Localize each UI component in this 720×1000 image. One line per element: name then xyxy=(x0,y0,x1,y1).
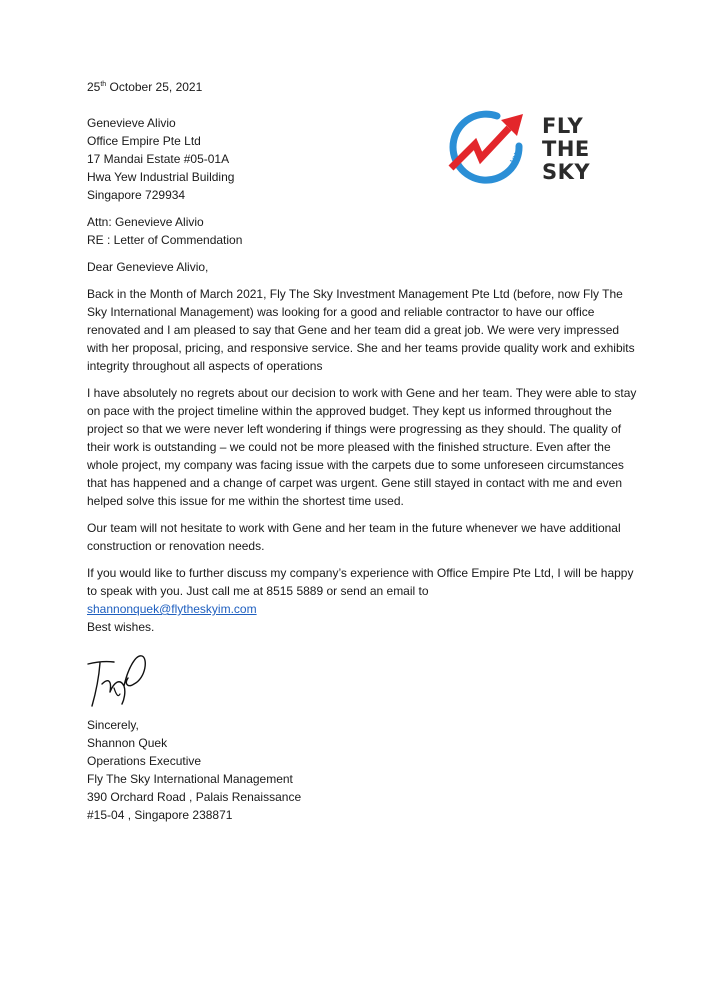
body-paragraph: I have absolutely no regrets about our decision to work with Gene and her team. They were able to stay on pace with the project timeline within the approved budget. They kept us informed throughout the project so that we were never left wondering if things were progressing as they should. The quality of their work is outstanding – we could not be more pleased with the finished structure. Even after the whole project, my company was facing issue with the carpets due to some unforeseen circumstances that has happened and a change of carpet was urgent. Gene still stayed in contact with me and even helped solve this issue for me within the shortest time used. xyxy=(87,386,637,508)
address-line: Genevieve Alivio xyxy=(87,116,176,130)
logo-line: SKY xyxy=(542,160,591,184)
date-day: 25 xyxy=(87,80,101,94)
sender-address: #15-04 , Singapore 238871 xyxy=(87,808,233,822)
logo-line: THE xyxy=(542,137,590,161)
address-line: 17 Mandai Estate #05-01A xyxy=(87,152,230,166)
address-line: Singapore 729934 xyxy=(87,188,186,202)
date-rest: October 25, 2021 xyxy=(106,80,203,94)
sender-title: Operations Executive xyxy=(87,754,202,768)
attn-line: Attn: Genevieve Alivio xyxy=(87,215,204,229)
salutation: Dear Genevieve Alivio, xyxy=(87,260,209,274)
sender-name: Shannon Quek xyxy=(87,736,168,750)
sender-company: Fly The Sky International Management xyxy=(87,772,293,786)
address-line: Hwa Yew Industrial Building xyxy=(87,170,235,184)
letter-date xyxy=(87,78,639,96)
signature-image xyxy=(84,648,154,710)
body-paragraph: Back in the Month of March 2021, Fly The Sky Investment Management Pte Ltd (before, now Fly The Sky International Management) was looking for a good and reliable contractor to have our office renovated and I am pleased to say that Gene and her team did a great job. We were very impressed with her proposal, pricing, and responsive service. She and her teams provide quality work and exhibits integrity throughout all aspects of operations xyxy=(87,287,635,373)
contact-paragraph: If you would like to further discuss my company’s experience with Office Empire Pte Ltd, I will be happy to speak with you. Just call me at 8515 5889 or send an email to xyxy=(87,566,634,598)
subject-line: RE : Letter of Commendation xyxy=(87,233,243,247)
logo-arc-word: sky xyxy=(508,151,522,169)
letter-body xyxy=(87,78,639,636)
closing-line: Sincerely, xyxy=(87,718,139,732)
best-wishes: Best wishes. xyxy=(87,620,155,634)
sender-address: 390 Orchard Road , Palais Renaissance xyxy=(87,790,302,804)
date-suffix: th xyxy=(100,81,107,88)
closing-block xyxy=(87,716,301,824)
email-link[interactable]: shannonquek@flytheskyim.com xyxy=(87,602,257,616)
recipient-address xyxy=(87,114,639,204)
logo-line: FLY xyxy=(542,114,584,138)
address-line: Office Empire Pte Ltd xyxy=(87,134,201,148)
body-paragraph: Our team will not hesitate to work with Gene and her team in the future whenever we have additional construction or renovation needs. xyxy=(87,521,621,553)
